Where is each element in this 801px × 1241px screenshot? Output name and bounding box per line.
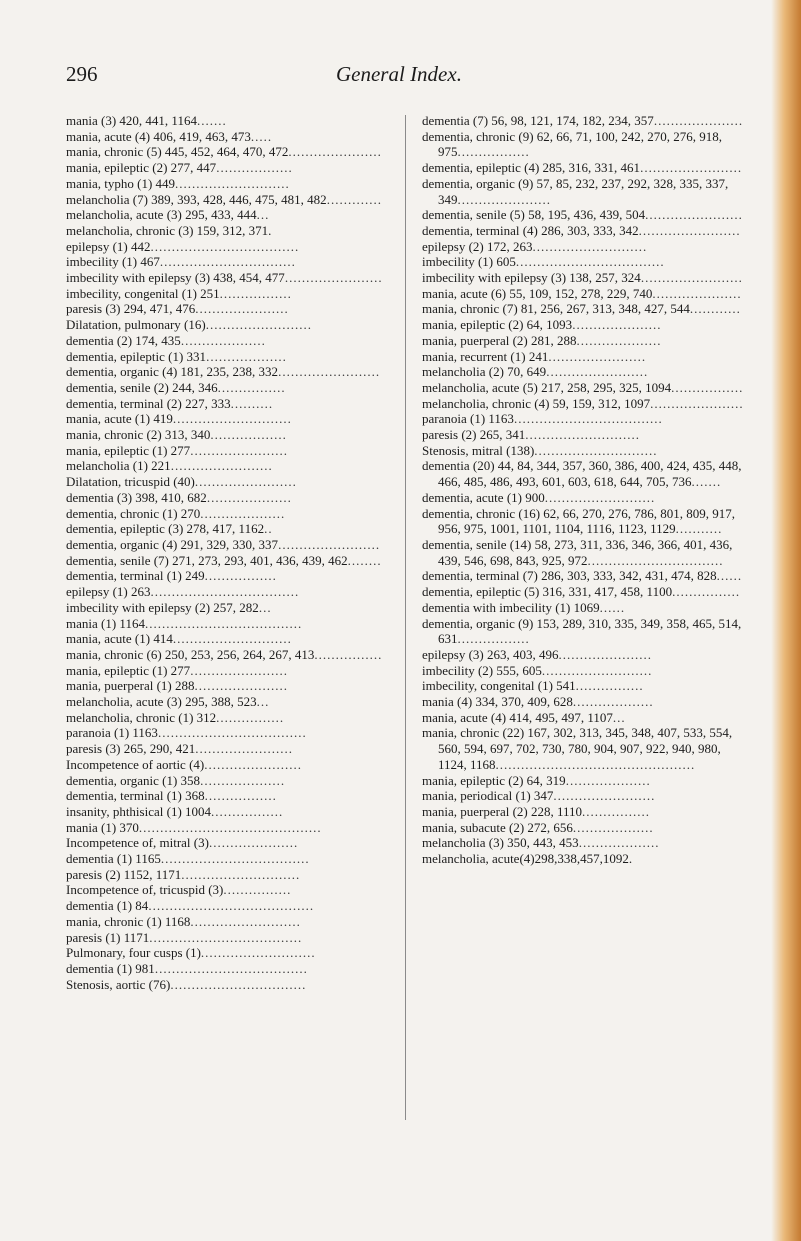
entry-text: Dilatation, pulmonary (16) bbox=[66, 317, 206, 333]
entry-text: dementia, epileptic (3) 278, 417, 1162 bbox=[66, 521, 265, 537]
dot-leader: ................................... bbox=[160, 851, 310, 867]
dot-leader: .................... bbox=[180, 332, 266, 348]
entry-text: paranoia (1) 1163 bbox=[66, 725, 158, 741]
index-entry bbox=[66, 616, 383, 632]
index-entry bbox=[66, 631, 383, 647]
entry-text: dementia, terminal (4) 286, 303, 333, 342 bbox=[422, 222, 639, 238]
entry-text: mania, chronic (1) 1168 bbox=[66, 913, 191, 929]
dot-leader: ............................................... bbox=[495, 756, 696, 772]
entry-text: mania, chronic (5) 445, 452, 464, 470, 472 bbox=[66, 144, 289, 160]
dot-leader: ....... bbox=[196, 113, 227, 128]
entry-text: mania, puerperal (2) 228, 1110 bbox=[422, 803, 583, 819]
index-entry bbox=[422, 129, 744, 160]
entry-text: mania, acute (4) 414, 495, 497, 1107 bbox=[422, 709, 613, 725]
dot-leader: .................. bbox=[216, 160, 293, 176]
dot-leader: ........................ bbox=[170, 458, 273, 474]
entry-text: mania, epileptic (1) 277 bbox=[66, 662, 191, 678]
dot-leader: .................... bbox=[206, 489, 292, 505]
entry-text: dementia (3) 398, 410, 682 bbox=[66, 489, 207, 505]
entry-text: dementia (1) 1165 bbox=[66, 851, 161, 867]
entry-text: mania, acute (4) 406, 419, 463, 473 bbox=[66, 128, 251, 144]
dot-leader: ........................ bbox=[553, 788, 656, 804]
entry-text: dementia (1) 981 bbox=[66, 960, 155, 976]
entry-text: dementia, epileptic (1) 331 bbox=[66, 348, 207, 364]
dot-leader: ................... bbox=[572, 819, 654, 835]
entry-text: melancholia, chronic (3) 159, 312, 371. bbox=[66, 222, 272, 238]
dot-leader: ........................... bbox=[532, 238, 648, 254]
entry-text: paresis (2) 265, 341 bbox=[422, 427, 526, 443]
entry-text: melancholia, acute (5) 217, 258, 295, 325, 1094 bbox=[422, 379, 672, 395]
dot-leader: .................... bbox=[200, 505, 286, 521]
index-entry bbox=[422, 568, 744, 584]
entry-text: mania, chronic (2) 313, 340 bbox=[66, 427, 211, 443]
entry-text: imbecility (2) 555, 605 bbox=[422, 662, 542, 678]
entry-text: melancholia (2) 70, 649 bbox=[422, 364, 547, 380]
dot-leader: .. bbox=[264, 521, 273, 537]
index-entry bbox=[66, 411, 383, 427]
index-entry bbox=[422, 537, 744, 568]
index-entry bbox=[422, 254, 744, 270]
dot-leader: ................ bbox=[216, 709, 285, 725]
entry-text: dementia, organic (4) 291, 329, 330, 337 bbox=[66, 536, 279, 552]
dot-leader: ................ bbox=[217, 379, 286, 395]
index-heading bbox=[66, 835, 383, 851]
dot-leader: ....................... bbox=[284, 270, 383, 286]
index-entry bbox=[422, 600, 744, 616]
entry-text: melancholia (1) 221 bbox=[66, 458, 171, 474]
index-entry bbox=[66, 176, 383, 192]
index-entry bbox=[422, 380, 744, 396]
index-entry bbox=[422, 490, 744, 506]
dot-leader: ...................... bbox=[195, 301, 289, 317]
index-entry bbox=[422, 820, 744, 836]
entry-text: imbecility, congenital (1) 541 bbox=[422, 678, 576, 694]
entry-text: mania, chronic (7) 81, 256, 267, 313, 348, 427, 544 bbox=[422, 301, 690, 317]
index-entry bbox=[66, 725, 383, 741]
entry-text: epilepsy (2) 172, 263 bbox=[422, 238, 533, 254]
index-entry bbox=[422, 506, 744, 537]
dot-leader: ................ bbox=[314, 646, 383, 662]
entry-text: dementia, acute (1) 900 bbox=[422, 489, 545, 505]
dot-leader: ....................... bbox=[190, 662, 288, 678]
entry-text: melancholia, acute(4)298,338,457,1092. bbox=[422, 851, 633, 867]
entry-text: mania, chronic (22) 167, 302, 313, 345, 348, 407, 533, 554, 560, 594, 697, 702, 730, 780, 904, 907, 922, 940, 980, 1124, 1168 bbox=[422, 725, 733, 772]
index-entry bbox=[66, 741, 383, 757]
index-entry bbox=[422, 773, 744, 789]
entry-text: paresis (2) 1152, 1171 bbox=[66, 866, 182, 882]
dot-leader: ................ bbox=[672, 584, 741, 600]
entry-text: dementia, senile (2) 244, 346 bbox=[66, 379, 218, 395]
index-entry bbox=[66, 286, 383, 302]
page-number: 296 bbox=[66, 62, 98, 86]
entry-text: mania, chronic (6) 250, 253, 256, 264, 267, 413 bbox=[66, 646, 315, 662]
entry-text: Dilatation, tricuspid (40) bbox=[66, 474, 195, 490]
dot-leader: ...................... bbox=[288, 144, 382, 160]
index-entry bbox=[66, 773, 383, 789]
dot-leader: ................... bbox=[578, 835, 660, 851]
index-heading bbox=[422, 443, 744, 459]
entry-text: mania, recurrent (1) 241 bbox=[422, 348, 549, 364]
entry-text: epilepsy (3) 263, 403, 496 bbox=[422, 646, 559, 662]
dot-leader: ................ bbox=[575, 678, 644, 694]
index-entry bbox=[66, 584, 383, 600]
index-entry bbox=[422, 239, 744, 255]
dot-leader: ....................... bbox=[190, 442, 288, 458]
index-entry bbox=[66, 443, 383, 459]
index-entry bbox=[422, 207, 744, 223]
index-entry bbox=[66, 458, 383, 474]
dot-leader: ... bbox=[258, 599, 272, 615]
index-entry bbox=[422, 113, 744, 129]
dot-leader: ........................ bbox=[640, 270, 743, 286]
index-entry bbox=[422, 349, 744, 365]
entry-text: melancholia (3) 350, 443, 453 bbox=[422, 835, 579, 851]
index-entry bbox=[422, 663, 744, 679]
dot-leader: ................ bbox=[223, 882, 292, 898]
dot-leader: ... bbox=[612, 709, 626, 725]
dot-leader: ....... bbox=[691, 474, 722, 490]
index-entry bbox=[66, 930, 383, 946]
entry-text: dementia, organic (9) 153, 289, 310, 335, 349, 358, 465, 514, 631 bbox=[422, 615, 742, 647]
index-entry bbox=[66, 710, 383, 726]
entry-text: epilepsy (1) 263 bbox=[66, 584, 151, 600]
index-entry bbox=[66, 600, 383, 616]
index-entry bbox=[66, 537, 383, 553]
index-entry bbox=[66, 333, 383, 349]
entry-text: imbecility with epilepsy (2) 257, 282 bbox=[66, 599, 259, 615]
index-entry bbox=[422, 270, 744, 286]
index-entry bbox=[422, 788, 744, 804]
entry-text: insanity, phthisical (1) 1004 bbox=[66, 803, 212, 819]
entry-text: mania, epileptic (2) 64, 1093 bbox=[422, 317, 573, 333]
entry-text: paranoia (1) 1163 bbox=[422, 411, 514, 427]
entry-text: paresis (3) 294, 471, 476 bbox=[66, 301, 196, 317]
index-entry bbox=[66, 490, 383, 506]
entry-text: dementia, terminal (1) 368 bbox=[66, 788, 205, 804]
running-title: General Index. bbox=[336, 62, 462, 86]
index-entry bbox=[66, 129, 383, 145]
dot-leader: ................. bbox=[457, 144, 530, 160]
entry-text: mania, puerperal (2) 281, 288 bbox=[422, 332, 577, 348]
dot-leader: ................. bbox=[671, 379, 744, 395]
dot-leader: ................................... bbox=[157, 725, 307, 741]
index-entry bbox=[422, 286, 744, 302]
dot-leader: ....................... bbox=[645, 207, 743, 223]
index-entry bbox=[422, 411, 744, 427]
dot-leader: ................. bbox=[204, 568, 277, 584]
index-entry bbox=[66, 239, 383, 255]
index-entry bbox=[66, 678, 383, 694]
index-entry bbox=[66, 144, 383, 160]
index-entry bbox=[422, 317, 744, 333]
dot-leader: ....................... bbox=[204, 756, 302, 772]
index-heading bbox=[66, 757, 383, 773]
dot-leader: ........................... bbox=[525, 427, 641, 443]
index-entry bbox=[422, 678, 744, 694]
index-entry bbox=[66, 349, 383, 365]
index-entry bbox=[422, 427, 744, 443]
dot-leader: ..................... bbox=[208, 835, 299, 851]
dot-leader: ................ bbox=[582, 803, 651, 819]
entry-text: Pulmonary, four cusps (1) bbox=[66, 945, 201, 961]
dot-leader: ....................................... bbox=[148, 898, 315, 914]
entry-text: dementia with imbecility (1) 1069 bbox=[422, 599, 600, 615]
dot-leader: .................... bbox=[200, 772, 286, 788]
dot-leader: ................................ bbox=[587, 552, 724, 568]
dot-leader: .................... bbox=[576, 332, 662, 348]
dot-leader: ... bbox=[256, 207, 270, 223]
dot-leader: ... bbox=[256, 694, 270, 710]
index-entry bbox=[66, 223, 383, 239]
index-heading bbox=[66, 945, 383, 961]
dot-leader: ................................ bbox=[170, 976, 307, 992]
entry-text: mania, epileptic (2) 277, 447 bbox=[66, 160, 217, 176]
index-entry bbox=[66, 663, 383, 679]
dot-leader: ................................... bbox=[513, 411, 663, 427]
entry-text: dementia, senile (14) 58, 273, 311, 336, 346, 366, 401, 436, 439, 546, 698, 843, 925, 972 bbox=[422, 536, 733, 568]
index-entry bbox=[422, 710, 744, 726]
entry-text: imbecility with epilepsy (3) 138, 257, 324 bbox=[422, 270, 641, 286]
entry-text: Incompetence of, tricuspid (3) bbox=[66, 882, 224, 898]
entry-text: dementia, terminal (1) 249 bbox=[66, 568, 205, 584]
dot-leader: ........................ bbox=[546, 364, 649, 380]
dot-leader: ........................ bbox=[638, 222, 741, 238]
dot-leader: ..... bbox=[250, 128, 273, 144]
index-heading bbox=[66, 474, 383, 490]
page-header bbox=[66, 62, 706, 92]
dot-leader: ...................... bbox=[650, 395, 744, 411]
dot-leader: .................. bbox=[210, 427, 287, 443]
index-entry bbox=[422, 223, 744, 239]
entry-text: dementia, epileptic (4) 285, 316, 331, 461 bbox=[422, 160, 641, 176]
entry-text: mania, epileptic (1) 277 bbox=[66, 442, 191, 458]
entry-text: dementia (20) 44, 84, 344, 357, 360, 386, 400, 424, 435, 448, 466, 485, 486, 493, 601, 603, 618, 644, 705, 736 bbox=[422, 458, 742, 490]
entry-text: melancholia (7) 389, 393, 428, 446, 475, 481, 482 bbox=[66, 191, 327, 207]
entry-text: Stenosis, mitral (138) bbox=[422, 442, 535, 458]
index-entry bbox=[66, 961, 383, 977]
index-entry bbox=[66, 364, 383, 380]
index-entry bbox=[422, 647, 744, 663]
dot-leader: ............ bbox=[689, 301, 741, 317]
entry-text: mania, epileptic (2) 64, 319 bbox=[422, 772, 566, 788]
index-entry bbox=[66, 788, 383, 804]
index-entry bbox=[66, 820, 383, 836]
entry-text: mania, acute (1) 414 bbox=[66, 631, 173, 647]
index-entry bbox=[422, 804, 744, 820]
page-edge-shadow bbox=[771, 0, 801, 1241]
dot-leader: ..................... bbox=[572, 317, 662, 333]
dot-leader: .......... bbox=[230, 395, 274, 411]
entry-text: imbecility (1) 605 bbox=[422, 254, 516, 270]
index-entry bbox=[66, 301, 383, 317]
entry-text: dementia, chronic (1) 270 bbox=[66, 505, 201, 521]
dot-leader: ........................................... bbox=[138, 819, 322, 835]
index-entry bbox=[66, 521, 383, 537]
dot-leader: ....................... bbox=[195, 741, 294, 757]
right-column bbox=[422, 113, 744, 867]
entry-text: dementia, organic (9) 57, 85, 232, 237, 292, 328, 335, 337, 349 bbox=[422, 175, 729, 207]
entry-text: Stenosis, aortic (76) bbox=[66, 976, 171, 992]
index-entry bbox=[66, 914, 383, 930]
index-heading bbox=[66, 882, 383, 898]
dot-leader: .................................... bbox=[154, 960, 308, 976]
index-entry bbox=[422, 725, 744, 772]
index-entry bbox=[422, 301, 744, 317]
dot-leader: .................... bbox=[565, 772, 651, 788]
entry-text: mania (4) 334, 370, 409, 628 bbox=[422, 694, 573, 710]
index-entry bbox=[66, 192, 383, 208]
index-entry bbox=[66, 113, 383, 129]
entry-text: mania, subacute (2) 272, 656 bbox=[422, 819, 573, 835]
dot-leader: ........... bbox=[675, 521, 723, 537]
dot-leader: ............................. bbox=[534, 442, 658, 458]
entry-text: dementia, chronic (16) 62, 66, 270, 276, 786, 801, 809, 917, 956, 975, 1001, 1101, 1104, 1116, 1123, 1129 bbox=[422, 505, 736, 537]
dot-leader: ...................... bbox=[194, 678, 289, 694]
dot-leader: ................................... bbox=[150, 584, 300, 600]
dot-leader: ........ bbox=[347, 552, 382, 568]
entry-text: mania (1) 1164 bbox=[66, 615, 145, 631]
entry-text: mania, typho (1) 449 bbox=[66, 175, 176, 191]
index-entry bbox=[66, 270, 383, 286]
entry-text: mania, acute (6) 55, 109, 152, 278, 229, 740 bbox=[422, 285, 653, 301]
index-entry bbox=[422, 364, 744, 380]
entry-text: Incompetence of aortic (4) bbox=[66, 756, 205, 772]
entry-text: melancholia, chronic (4) 59, 159, 312, 1097 bbox=[422, 395, 651, 411]
entry-text: dementia, senile (5) 58, 195, 436, 439, 504 bbox=[422, 207, 646, 223]
left-column bbox=[66, 113, 383, 992]
entry-text: imbecility with epilepsy (3) 438, 454, 477 bbox=[66, 270, 285, 286]
entry-text: melancholia, acute (3) 295, 388, 523 bbox=[66, 694, 257, 710]
index-heading bbox=[66, 977, 383, 993]
dot-leader: .......................... bbox=[541, 662, 653, 678]
dot-leader: ..................... bbox=[652, 285, 742, 301]
dot-leader: ...................... bbox=[558, 646, 652, 662]
dot-leader: ............................ bbox=[172, 631, 292, 647]
entry-text: mania, periodical (1) 347 bbox=[422, 788, 554, 804]
index-entry bbox=[422, 694, 744, 710]
index-entry bbox=[66, 380, 383, 396]
index-entry bbox=[66, 804, 383, 820]
dot-leader: ............................ bbox=[172, 411, 292, 427]
dot-leader: ...... bbox=[599, 599, 626, 615]
index-entry bbox=[66, 553, 383, 569]
entry-text: dementia, chronic (9) 62, 66, 71, 100, 242, 270, 276, 918, 975 bbox=[422, 128, 723, 160]
index-entry bbox=[66, 694, 383, 710]
dot-leader: ........................ bbox=[278, 536, 381, 552]
entry-text: dementia, organic (4) 181, 235, 238, 332 bbox=[66, 364, 279, 380]
index-entry bbox=[66, 647, 383, 663]
entry-text: dementia, terminal (7) 286, 303, 333, 342, 431, 474, 828 bbox=[422, 568, 717, 584]
entry-text: dementia, senile (7) 271, 273, 293, 401, 436, 439, 462 bbox=[66, 552, 348, 568]
index-entry bbox=[66, 396, 383, 412]
entry-text: melancholia, chronic (1) 312 bbox=[66, 709, 217, 725]
index-entry bbox=[66, 851, 383, 867]
dot-leader: .......................... bbox=[544, 489, 656, 505]
dot-leader: ................. bbox=[211, 803, 284, 819]
entry-text: mania, puerperal (1) 288 bbox=[66, 678, 195, 694]
index-entry bbox=[66, 568, 383, 584]
entry-text: paresis (3) 265, 290, 421 bbox=[66, 741, 196, 757]
entry-text: Incompetence of, mitral (3) bbox=[66, 835, 209, 851]
index-entry bbox=[66, 506, 383, 522]
dot-leader: ......................... bbox=[205, 317, 312, 333]
index-entry bbox=[422, 851, 744, 867]
dot-leader: .......................... bbox=[190, 913, 301, 929]
dot-leader: ................... bbox=[206, 348, 287, 364]
dot-leader: ........................ bbox=[640, 160, 743, 176]
index-entry bbox=[66, 427, 383, 443]
index-entry bbox=[422, 616, 744, 647]
index-entry bbox=[422, 160, 744, 176]
dot-leader: .................................... bbox=[149, 929, 303, 945]
dot-leader: ........................ bbox=[194, 474, 297, 490]
index-entry bbox=[422, 176, 744, 207]
dot-leader: ........................ bbox=[278, 364, 381, 380]
index-entry bbox=[66, 867, 383, 883]
dot-leader: ........................... bbox=[200, 945, 316, 961]
entry-text: melancholia, acute (3) 295, 433, 444 bbox=[66, 207, 257, 223]
dot-leader: ....................... bbox=[548, 348, 647, 364]
dot-leader: ................. bbox=[204, 788, 277, 804]
index-entry bbox=[422, 396, 744, 412]
dot-leader: ..................... bbox=[653, 113, 744, 128]
index-entry bbox=[422, 458, 744, 489]
index-heading bbox=[66, 317, 383, 333]
dot-leader: ........................... bbox=[175, 175, 290, 191]
entry-text: dementia, organic (1) 358 bbox=[66, 772, 201, 788]
index-entry bbox=[422, 333, 744, 349]
entry-text: imbecility, congenital (1) 251 bbox=[66, 285, 220, 301]
entry-text: dementia (7) 56, 98, 121, 174, 182, 234, 357 bbox=[422, 113, 654, 128]
dot-leader: ...................... bbox=[457, 191, 551, 207]
dot-leader: ................. bbox=[457, 631, 530, 647]
entry-text: mania (3) 420, 441, 1164 bbox=[66, 113, 197, 128]
entry-text: dementia, terminal (2) 227, 333 bbox=[66, 395, 231, 411]
index-entry bbox=[422, 584, 744, 600]
entry-text: mania, acute (1) 419 bbox=[66, 411, 173, 427]
dot-leader: ...... bbox=[716, 568, 743, 584]
index-entry bbox=[422, 835, 744, 851]
index-columns bbox=[66, 113, 746, 1113]
entry-text: dementia, epileptic (5) 316, 331, 417, 458, 1100 bbox=[422, 584, 673, 600]
dot-leader: ............................ bbox=[181, 866, 301, 882]
entry-text: paresis (1) 1171 bbox=[66, 929, 150, 945]
entry-text: imbecility (1) 467 bbox=[66, 254, 160, 270]
entry-text: epilepsy (1) 442 bbox=[66, 238, 151, 254]
index-entry bbox=[66, 207, 383, 223]
entry-text: dementia (2) 174, 435 bbox=[66, 332, 181, 348]
index-entry bbox=[66, 254, 383, 270]
dot-leader: ................................... bbox=[515, 254, 665, 270]
index-entry bbox=[66, 898, 383, 914]
index-entry bbox=[66, 160, 383, 176]
dot-leader: ................................ bbox=[159, 254, 296, 270]
dot-leader: ................................... bbox=[150, 238, 300, 254]
dot-leader: ..................................... bbox=[144, 615, 303, 631]
dot-leader: ............. bbox=[326, 191, 382, 207]
dot-leader: ................... bbox=[572, 694, 654, 710]
entry-text: mania (1) 370 bbox=[66, 819, 139, 835]
entry-text: dementia (1) 84 bbox=[66, 898, 149, 914]
dot-leader: ................. bbox=[219, 285, 292, 301]
